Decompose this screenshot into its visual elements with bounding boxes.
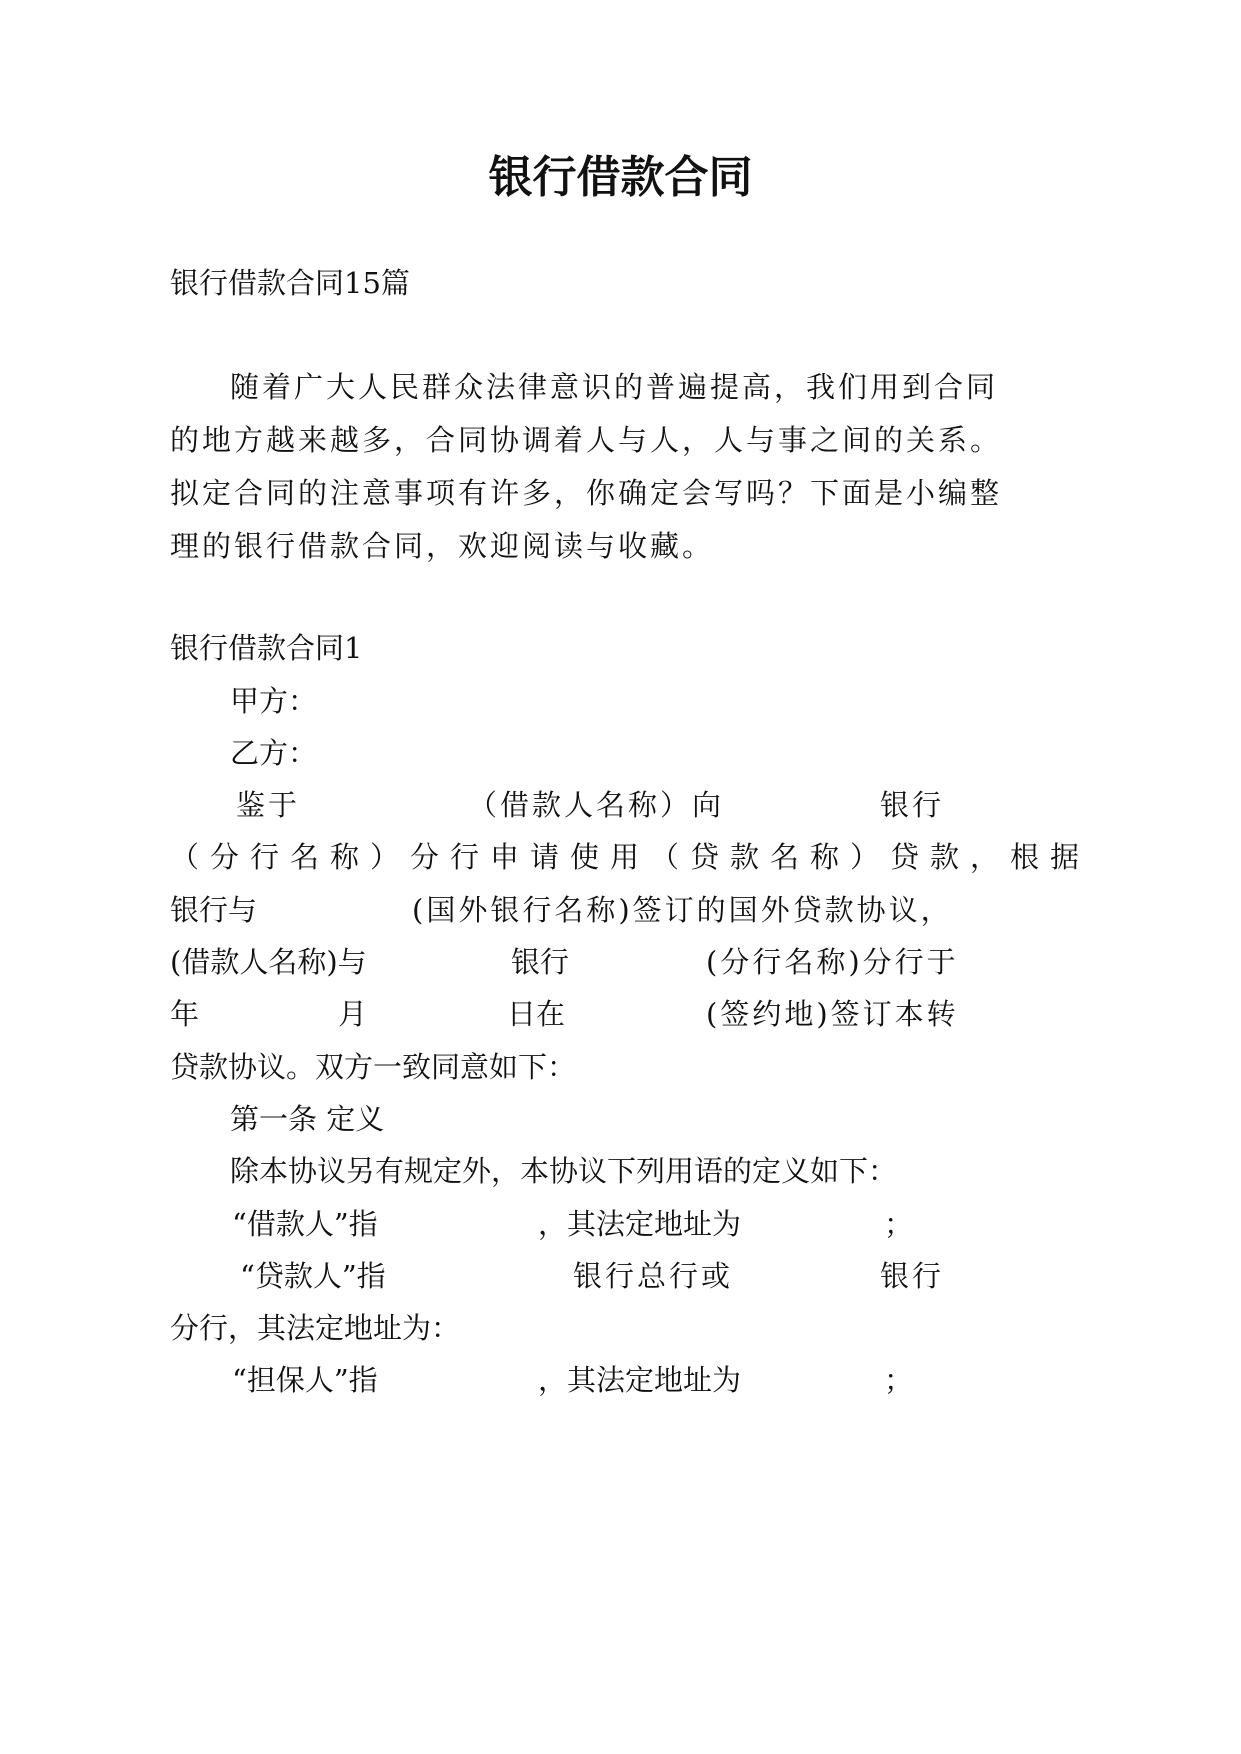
document-title: 银行借款合同 [488, 152, 753, 203]
clause-text: (国外银行名称)签订的国外贷款协议， [412, 893, 953, 927]
definition-term: “借款人”指 [232, 1207, 378, 1241]
intro-line: 理的银行借款合同，欢迎阅读与收藏。 [170, 529, 715, 563]
definition-text: ； [884, 1207, 914, 1241]
clause-text: 月 [338, 997, 368, 1031]
clause-text: 银行 [511, 945, 570, 979]
clause-text: 银行 [880, 788, 945, 822]
subtitle: 银行借款合同15篇 [170, 266, 410, 300]
article-title: 第一条 定义 [230, 1102, 385, 1136]
party-b: 乙方： [230, 736, 318, 770]
clause-text: 年 [170, 997, 200, 1031]
clause-text: (签约地)签订本转 [706, 997, 959, 1031]
clause-text: (借款人名称)与 [170, 945, 367, 979]
clause-text: 鉴于 [236, 788, 301, 822]
definition-term: “担保人”指 [232, 1363, 378, 1397]
intro-line: 随着广大人民群众法律意识的普遍提高，我们用到合同 [230, 370, 999, 404]
intro-line: 拟定合同的注意事项有许多，你确定会写吗？下面是小编整 [170, 476, 1003, 510]
party-a: 甲方： [230, 684, 318, 718]
clause-text: (分行名称)分行于 [706, 945, 959, 979]
clause-text: 贷款协议。双方一致同意如下： [170, 1050, 577, 1084]
intro-line: 的地方越来越多，合同协调着人与人，人与事之间的关系。 [170, 423, 1003, 457]
definition-term: “贷款人”指 [240, 1259, 386, 1293]
definition-text: ，其法定地址为 [538, 1363, 742, 1397]
clause-text: （借款人名称）向 [468, 788, 725, 822]
clause-text: 日在 [507, 997, 566, 1031]
definitions-intro: 除本协议另有规定外，本协议下列用语的定义如下： [230, 1154, 898, 1188]
definition-text: 银行总行或 [573, 1259, 734, 1293]
definition-text: 银行 [880, 1259, 945, 1293]
section-heading: 银行借款合同1 [170, 631, 363, 665]
definition-text: ，其法定地址为 [538, 1207, 742, 1241]
definition-text: ； [884, 1363, 914, 1397]
definition-text: 分行，其法定地址为： [170, 1311, 461, 1345]
clause-text: 银行与 [170, 893, 258, 927]
clause-text: （分行名称）分行申请使用（贷款名称）贷款，根据 [170, 840, 1091, 874]
